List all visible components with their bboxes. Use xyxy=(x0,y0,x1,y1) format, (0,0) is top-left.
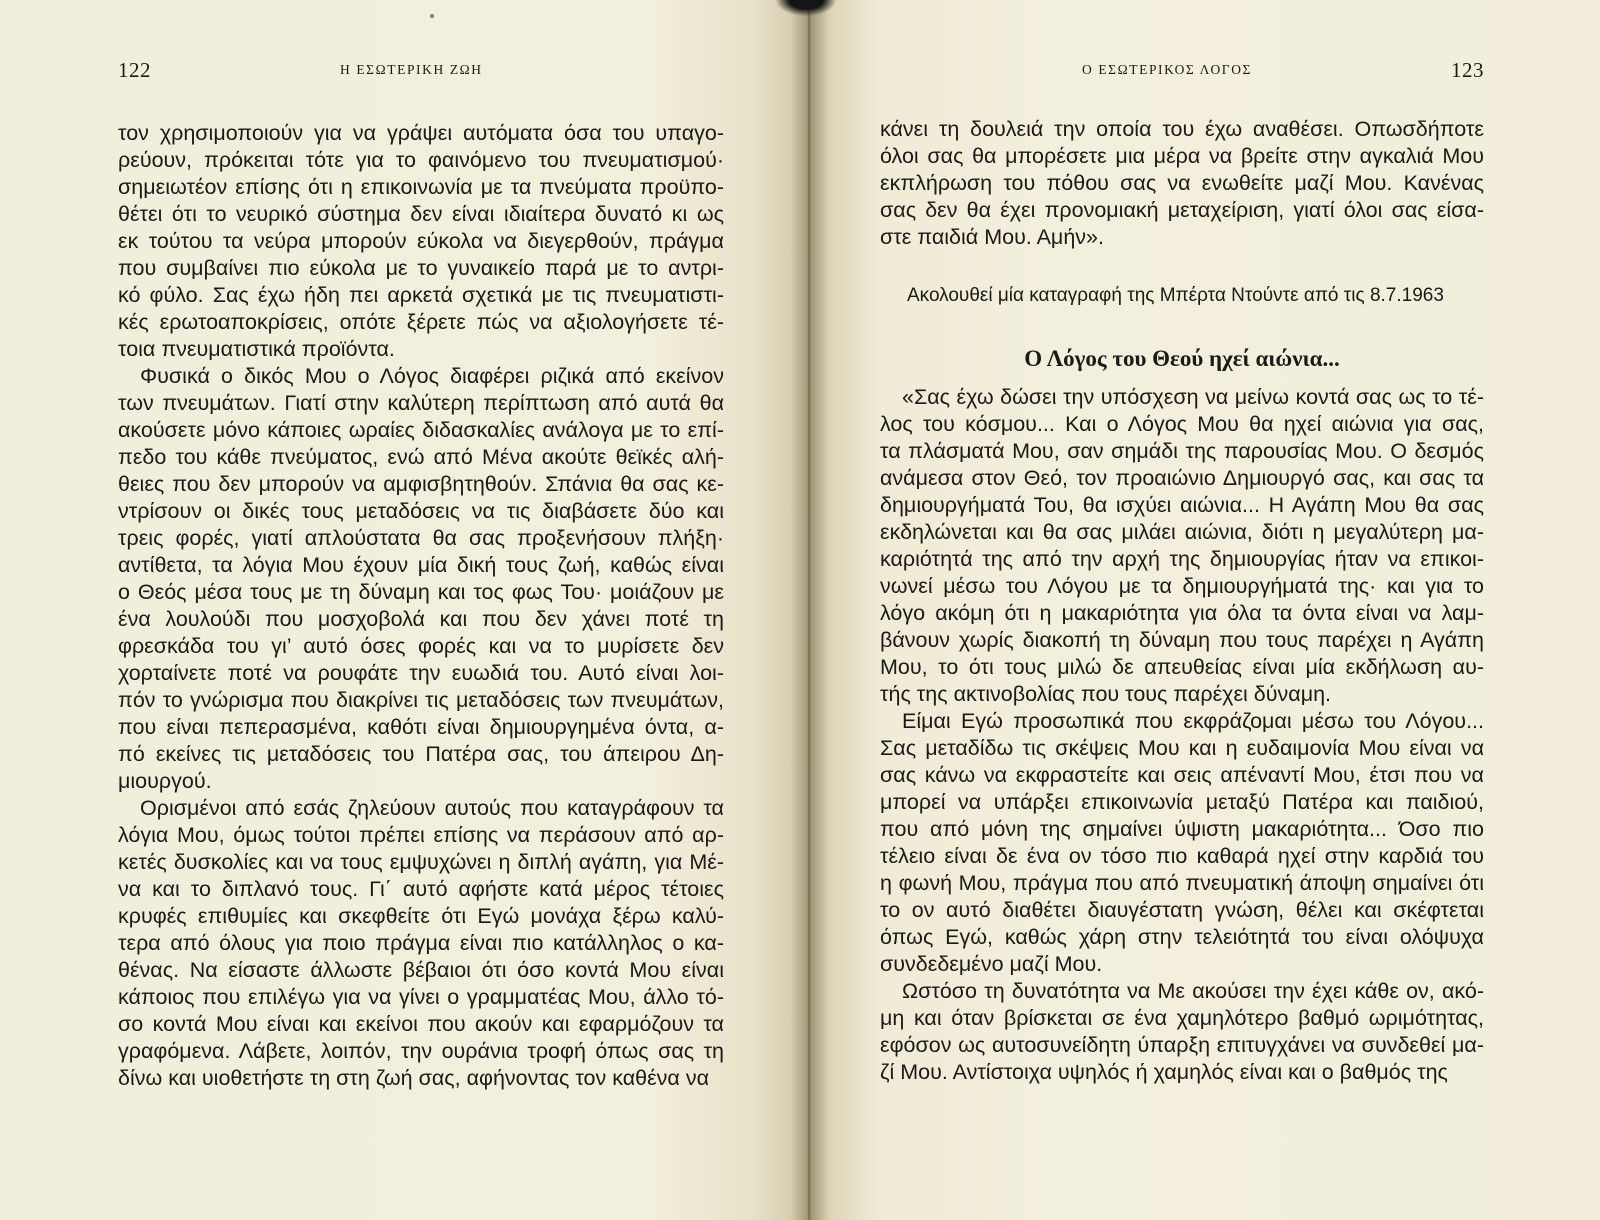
text-line: μπορεί να υπάρξει επικοινωνία μεταξύ Πατέρα και παιδιού, xyxy=(880,790,1484,814)
text-line: όλοι σας θα μπορέσετε μια μέρα να βρείτε στην αγκαλιά Μου xyxy=(880,144,1484,168)
text-line: τερα από όλους για ποιο πράγμα είναι πιο κατάλληλος ο κα- xyxy=(118,931,724,955)
text-line: συνδεδεμένο μαζί Μου. xyxy=(880,952,1103,976)
text-line: σημειωτέον επίσης ότι η επικοινωνία με τα πνεύματα προϋπο- xyxy=(118,175,724,199)
text-line: που είναι πεπερασμένα, καθότι είναι δημιουργημένα όντα, α- xyxy=(118,715,724,739)
text-line: αντίθετα, τα λόγια Μου έχουν μία δική τους ζωή, καθώς είναι xyxy=(118,553,724,577)
text-line: το ον αυτό διαθέτει διαυγέστατη γνώση, θέλει και σκέφτεται xyxy=(880,898,1484,922)
text-line: που συμβαίνει πιο εύκολα με το γυναικείο παρά με το αντρι- xyxy=(118,256,724,280)
text-line: νωνεί μέσω του Λόγου με τα δημιουργήματά της· και για το xyxy=(880,574,1484,598)
text-line: θένας. Να είσαστε άλλωστε βέβαιοι ότι όσο κοντά Μου είναι xyxy=(118,958,724,982)
text-line: μιουργού. xyxy=(118,769,212,793)
text-line: Ορισμένοι από εσάς ζηλεύουν αυτούς που καταγράφουν τα xyxy=(140,796,724,820)
text-line: σας δεν θα έχει προνομιακή μεταχείριση, γιατί όλοι σας είσα- xyxy=(880,198,1484,222)
text-line: θέτει ότι το νευρικό σύστημα δεν είναι ιδιαίτερα δυνατό κι ως xyxy=(118,202,724,226)
paper-speck xyxy=(430,14,434,18)
text-line: τής της ακτινοβολίας που τους παρέχει δύναμη. xyxy=(880,682,1332,706)
right-header xyxy=(808,58,1600,88)
text-line: Φυσικά ο δικός Μου ο Λόγος διαφέρει ριζικά από εκείνον xyxy=(140,364,724,388)
text-line: δίνω και υιοθετήστε τη στη ζωή σας, αφήνοντας τον καθένα να xyxy=(118,1066,710,1090)
text-line: κάνει τη δουλειά την οποία του έχω αναθέσει. Οπωσδήποτε xyxy=(880,117,1484,141)
text-line: Μου, το ότι τους μιλώ δε απευθείας είναι μία εκδήλωση αυ- xyxy=(880,655,1484,679)
section-title: Ο Λόγος του Θεού ηχεί αιώνια... xyxy=(1024,346,1340,371)
text-line: τα πλάσματά Μου, σαν σημάδι της παρουσίας Μου. Ο δεσμός xyxy=(880,439,1484,463)
text-line: τέλειο είναι δε ένα ον τόσο πιο καθαρά ηχεί στην καρδιά του xyxy=(880,844,1484,868)
text-line: εφόσον ως αυτοσυνείδητη ύπαρξη επιτυγχάνει να συνδεθεί μα- xyxy=(880,1033,1484,1057)
right-page-number: 123 xyxy=(1451,58,1484,82)
source-note: Ακολουθεί μία καταγραφή της Μπέρτα Ντούντε από τις 8.7.1963 xyxy=(907,285,1444,306)
text-line: κετές δυσκολίες και να τους εμψυχώνει η διπλή αγάπη, για Μέ- xyxy=(118,850,724,874)
text-line: να και το διπλανό τους. Γι΄ αυτό αφήστε κατά μέρος τέτοιες xyxy=(118,877,724,901)
text-line: ακούσετε μόνο κάποιες ωραίες διδασκαλίες ανάλογα με το επί- xyxy=(118,418,724,442)
left-page-number: 122 xyxy=(118,58,151,82)
text-line: πό εκείνες τις μεταδόσεις του Πατέρα σας, του άπειρου Δη- xyxy=(118,742,724,766)
text-line: κές ερωτοαποκρίσεις, οπότε ξέρετε πώς να αξιολογήσετε τέ- xyxy=(118,310,724,334)
text-line: χορταίνετε ποτέ να ρουφάτε την ευωδιά του. Αυτό είναι λοι- xyxy=(118,661,724,685)
text-line: ένα λουλούδι που μοσχοβολά και που δεν χάνει ποτέ τη xyxy=(118,607,724,631)
text-line: όπως Εγώ, καθώς χάρη στην τελειότητά του είναι ολόψυχα xyxy=(880,925,1484,949)
text-line: των πνευμάτων. Γιατί στην καλύτερη περίπτωση από αυτά θα xyxy=(118,391,724,415)
right-body-text xyxy=(880,384,1484,1086)
text-line: τρεις φορές, γιατί απλούστατα θα σας προξενήσουν πλήξη· xyxy=(118,526,724,550)
text-line: ανάμεσα στον Θεό, τον προαιώνιο Δημιουργό σας, και σας τα xyxy=(880,466,1484,490)
left-header xyxy=(0,58,808,88)
scanner-shadow xyxy=(776,0,836,16)
right-running-head: Ο ΕΣΩΤΕΡΙΚΟΣ ΛΟΓΟΣ xyxy=(1082,62,1253,77)
text-line: η φωνή Μου, πράγμα που από πνευματική άποψη σημαίνει ότι xyxy=(880,871,1484,895)
right-opening-text xyxy=(880,116,1484,251)
text-line: στε παιδιά Μου. Αμήν». xyxy=(880,225,1104,249)
text-line: ρεύουν, πρόκειται τότε για το φαινόμενο του πνευματισμού· xyxy=(118,148,724,172)
text-line: καριότητά της από την αρχή της δημιουργίας ήταν να επικοι- xyxy=(880,547,1484,571)
text-line: λόγια Μου, όμως τούτοι πρέπει επίσης να περάσουν από αρ- xyxy=(118,823,724,847)
text-line: εκδηλώνεται και θα σας μιλάει αιώνια, διότι η μεγαλύτερη μα- xyxy=(880,520,1484,544)
paragraph xyxy=(880,978,1484,1086)
text-line: βάνουν χωρίς διακοπή τη δύναμη που τους παρέχει η Αγάπη xyxy=(880,628,1484,652)
text-line: τοια πνευματιστικά προϊόντα. xyxy=(118,337,395,361)
left-running-head: Η ΕΣΩΤΕΡΙΚΗ ΖΩΗ xyxy=(340,62,483,77)
text-line: Είμαι Εγώ προσωπικά που εκφράζομαι μέσω του Λόγου... xyxy=(902,709,1484,733)
text-line: δημιουργήματά Του, θα ισχύει αιώνια... Η Αγάπη Μου θα σας xyxy=(880,493,1484,517)
text-line: πεδο του κάθε πνεύματος, ενώ από Μένα ακούτε θεϊκές αλή- xyxy=(118,445,724,469)
text-line: σας κάνω να εκφραστείτε και σεις απέναντί Μου, έτσι που να xyxy=(880,763,1484,787)
paragraph xyxy=(880,708,1484,978)
text-line: φρεσκάδα του γι’ αυτό όσες φορές και να το μυρίσετε δεν xyxy=(118,634,724,658)
left-body-text xyxy=(118,120,724,1092)
text-line: πόν το γνώρισμα που διακρίνει τις μεταδόσεις των πνευμάτων, xyxy=(118,688,724,712)
text-line: «Σας έχω δώσει την υπόσχεση να μείνω κοντά σας ως το τέ- xyxy=(902,385,1484,409)
text-line: Ωστόσο τη δυνατότητα να Με ακούσει την έχει κάθε ον, ακό- xyxy=(902,979,1484,1003)
text-line: θειες που δεν μπορούν να αμφισβητηθούν. Σπάνια θα σας κε- xyxy=(118,472,724,496)
paragraph xyxy=(880,384,1484,708)
text-line: μη και όταν βρίσκεται σε ένα χαμηλότερο βαθμό ωριμότητας, xyxy=(880,1006,1484,1030)
paragraph xyxy=(880,116,1484,251)
text-line: κάποιος που επιλέγω για να γίνει ο γραμματέας Μου, άλλο τό- xyxy=(118,985,724,1009)
text-line: σο κοντά Μου είναι και εκείνοι που ακούν και εφαρμόζουν τα xyxy=(118,1012,724,1036)
paragraph xyxy=(118,363,724,795)
text-line: εκπλήρωση του πόθου σας να ενωθείτε μαζί Μου. Κανένας xyxy=(880,171,1484,195)
book-gutter xyxy=(790,0,828,1220)
text-line: γραφόμενα. Λάβετε, λοιπόν, την ουράνια τροφή όπως σας τη xyxy=(118,1039,724,1063)
text-line: τον χρησιμοποιούν για να γράψει αυτόματα όσα του υπαγο- xyxy=(118,121,724,145)
text-line: εκ τούτου τα νεύρα μπορούν εύκολα να διεγερθούν, πράγμα xyxy=(118,229,724,253)
text-line: κρυφές επιθυμίες και σκεφθείτε ότι Εγώ μονάχα ξέρω καλύ- xyxy=(118,904,724,928)
text-line: λος του κόσμου... Και ο Λόγος Μου θα ηχεί αιώνια για σας, xyxy=(880,412,1484,436)
text-line: ο Θεός μέσα τους με τη δύναμη και τος φως Του· μοιάζουν με xyxy=(118,580,724,604)
text-line: Σας μεταδίδω τις σκέψεις Μου και η ευδαιμονία Μου είναι να xyxy=(880,736,1484,760)
text-line: λόγο ακόμη ότι η μακαριότητα για όλα τα όντα είναι να λαμ- xyxy=(880,601,1484,625)
text-line: που από μόνη της σημαίνει ύψιστη μακαριότητα... Όσο πιο xyxy=(880,817,1484,841)
paragraph xyxy=(118,120,724,363)
text-line: κό φύλο. Σας έχω ήδη πει αρκετά σχετικά με τις πνευματιστι- xyxy=(118,283,724,307)
paragraph xyxy=(118,795,724,1092)
text-line: ζί Μου. Αντίστοιχα υψηλός ή χαμηλός είναι και ο βαθμός της xyxy=(880,1060,1448,1084)
text-line: ντρίσουν οι δικές τους μεταδόσεις να τις διαβάσετε δύο και xyxy=(118,499,724,523)
